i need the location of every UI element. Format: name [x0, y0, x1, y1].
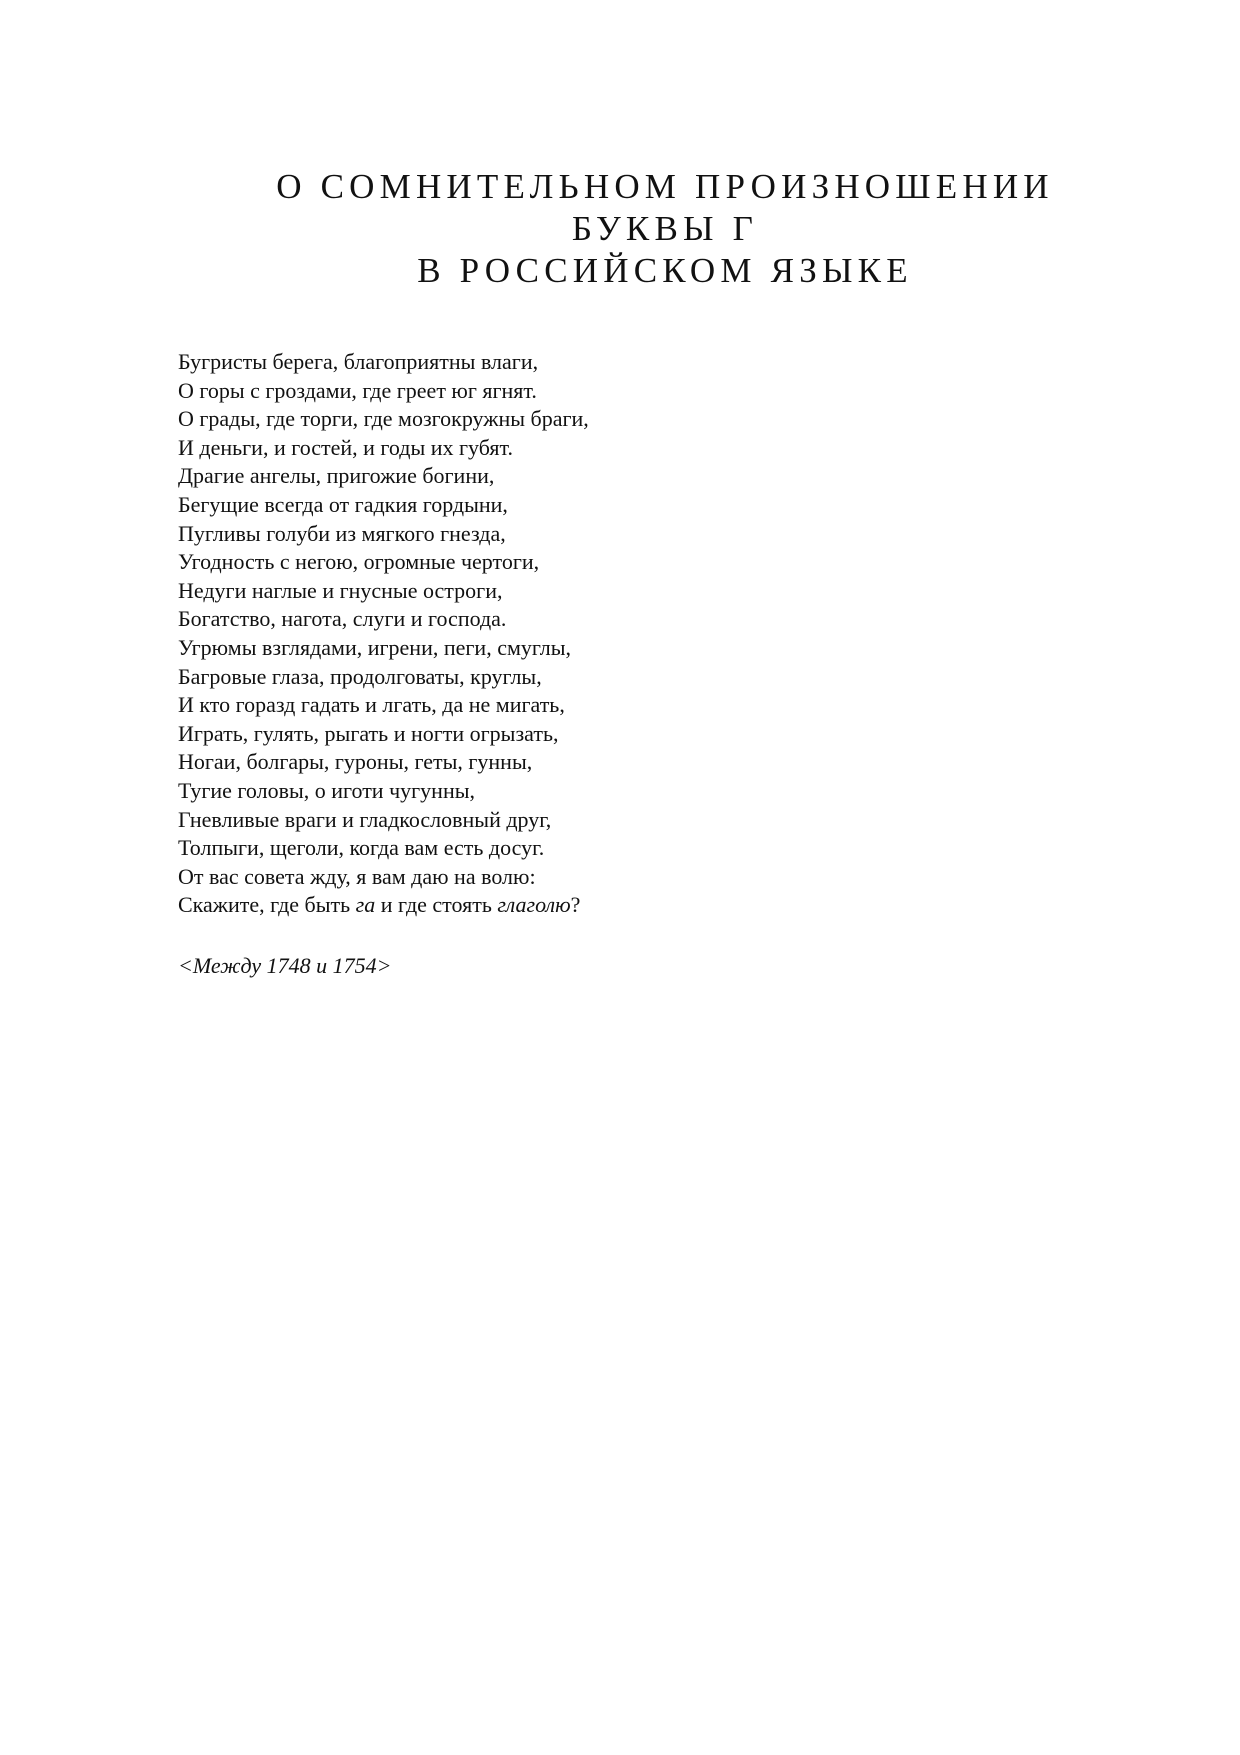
poem-line: О горы с гроздами, где греет юг ягнят.: [178, 377, 537, 403]
poem-body: [178, 348, 1078, 920]
last-line-italic-1: га: [355, 892, 376, 918]
poem-line: Гневливые враги и гладкословный друг,: [178, 806, 552, 832]
poem-line: И кто горазд гадать и лгать, да не мигать,: [178, 692, 565, 718]
poem-line: Угодность с негою, огромные чертоги,: [178, 549, 540, 575]
last-line-part-2: и где стоять: [375, 892, 498, 918]
last-line-part-1: Скажите, где быть: [178, 892, 356, 918]
title-line-3: В РОССИЙСКОМ ЯЗЫКЕ: [417, 251, 913, 290]
title-line-2: БУКВЫ Г: [571, 209, 759, 248]
poem-line: И деньги, и гостей, и годы их губят.: [178, 434, 513, 460]
poem-line: О грады, где торги, где мозгокружны браги,: [178, 406, 589, 432]
last-line-part-3: ?: [570, 892, 581, 918]
poem-line: Драгие ангелы, пригожие богини,: [178, 463, 495, 489]
date-note: <Между 1748 и 1754>: [178, 953, 392, 978]
poem-line: Играть, гулять, рыгать и ногти огрызать,: [178, 720, 559, 746]
poem-title: [250, 166, 1080, 292]
title-line-1: О СОМНИТЕЛЬНОМ ПРОИЗНОШЕНИИ: [276, 167, 1054, 206]
poem-line: Угрюмы взглядами, игрени, пеги, смуглы,: [178, 634, 572, 660]
poem-line: От вас совета жду, я вам даю на волю:: [178, 863, 536, 889]
poem-last-line: [178, 891, 1078, 920]
last-line-italic-2: глаголю: [497, 892, 571, 918]
poem-line: Ногаи, болгары, гуроны, геты, гунны,: [178, 749, 533, 775]
poem-line: Багровые глаза, продолговаты, круглы,: [178, 663, 542, 689]
poem-line: Бугристы берега, благоприятны влаги,: [178, 349, 539, 374]
poem-line: Бегущие всегда от гадкия гордыни,: [178, 491, 508, 517]
poem-line: Богатство, нагота, слуги и господа.: [178, 606, 507, 632]
poem-line: Пугливы голуби из мягкого гнезда,: [178, 520, 506, 546]
poem-line: Недуги наглые и гнусные остроги,: [178, 577, 503, 603]
poem-line: Толпыги, щеголи, когда вам есть досуг.: [178, 835, 545, 861]
poem-line: Тугие головы, о иготи чугунны,: [178, 777, 475, 803]
